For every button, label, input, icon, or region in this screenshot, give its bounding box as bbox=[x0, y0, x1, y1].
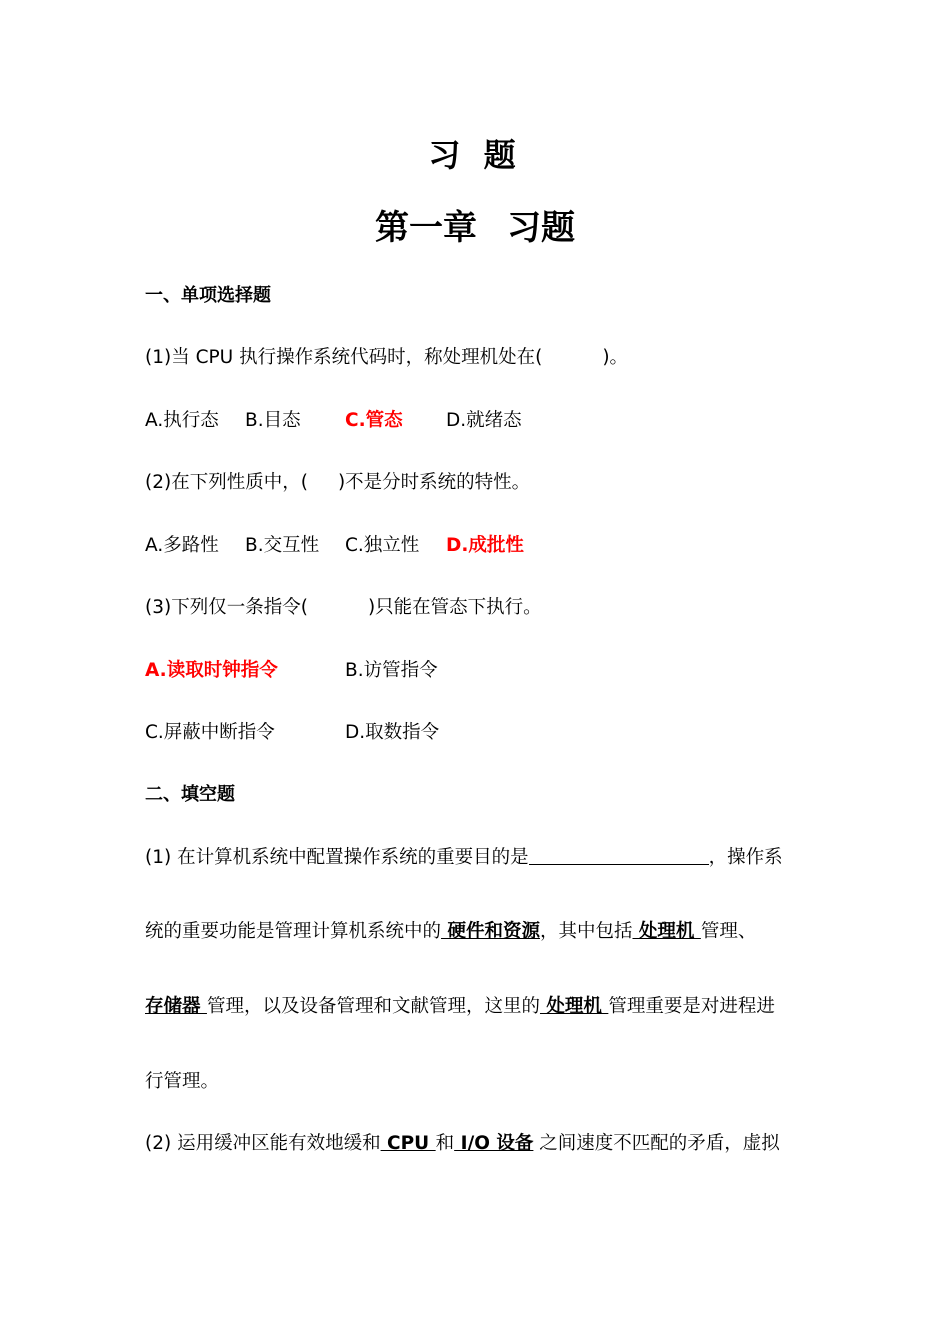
question-1-text-before: (1)当 CPU 执行操作系统代码时，称处理机处在( bbox=[145, 347, 543, 368]
question-2-option-d-answer: D.成批性 bbox=[446, 535, 524, 556]
fill-question-1-line-4: 行管理。 bbox=[145, 1071, 220, 1092]
fill-question-1-line-3 bbox=[145, 995, 775, 1019]
question-3-option-c: C.屏蔽中断指令 bbox=[145, 722, 275, 743]
fill-question-1-line-1 bbox=[145, 846, 783, 870]
question-2-option-c: C.独立性 bbox=[345, 535, 420, 556]
fill-q1-answer-processor: 处理机 bbox=[632, 921, 701, 942]
question-1-text-after: )。 bbox=[602, 347, 629, 368]
fill-q1-line2-text-c: 管理、 bbox=[700, 921, 757, 942]
chapter-title-number: 第一章 bbox=[375, 208, 477, 248]
fill-q1-text-b: ，操作系 bbox=[708, 847, 783, 868]
question-3-option-d: D.取数指令 bbox=[345, 722, 440, 743]
fill-q1-line2-text-b: ，其中包括 bbox=[539, 921, 633, 942]
question-3-stem bbox=[145, 596, 542, 620]
fill-q2-text-c: 之间速度不匹配的矛盾，虚拟 bbox=[533, 1133, 780, 1154]
fill-q1-empty-blank bbox=[529, 846, 709, 865]
fill-question-2-line-1 bbox=[145, 1132, 780, 1156]
question-3-text-after: )只能在管态下执行。 bbox=[367, 597, 542, 618]
section-heading-fill-blank: 二、填空题 bbox=[145, 784, 235, 805]
fill-q2-text-b: 和 bbox=[435, 1133, 455, 1154]
question-2-text-after: )不是分时系统的特性。 bbox=[337, 472, 531, 493]
question-3-text-before: (3)下列仅一条指令( bbox=[145, 597, 308, 618]
question-1-stem bbox=[145, 346, 628, 370]
fill-q1-text-a: (1) 在计算机系统中配置操作系统的重要目的是 bbox=[145, 847, 529, 868]
fill-question-1-line-2 bbox=[145, 920, 756, 944]
question-1-option-b: B.目态 bbox=[245, 410, 301, 431]
question-2-option-a: A.多路性 bbox=[145, 535, 219, 556]
fill-q1-answer-hardware-resources: 硬件和资源 bbox=[441, 921, 540, 942]
fill-q1-line3-text-b: 管理重要是对进程进 bbox=[608, 996, 775, 1017]
document-title: 习 题 bbox=[428, 136, 522, 174]
fill-q2-answer-cpu: CPU bbox=[380, 1133, 436, 1154]
question-2-text-before: (2)在下列性质中，( bbox=[145, 472, 308, 493]
fill-q1-line3-text-a: 管理，以及设备管理和文献管理，这里的 bbox=[206, 996, 540, 1017]
question-3-option-b: B.访管指令 bbox=[345, 660, 438, 681]
question-1-option-d: D.就绪态 bbox=[446, 410, 522, 431]
fill-q1-line2-text-a: 统的重要功能是管理计算机系统中的 bbox=[145, 921, 442, 942]
fill-q1-answer-memory: 存储器 bbox=[145, 996, 207, 1017]
fill-q2-text-a: (2) 运用缓冲区能有效地缓和 bbox=[145, 1133, 381, 1154]
fill-q1-answer-processor-2: 处理机 bbox=[539, 996, 609, 1017]
chapter-title bbox=[0, 200, 950, 249]
question-1-option-c-answer: C.管态 bbox=[345, 410, 403, 431]
question-3-option-a-answer: A.读取时钟指令 bbox=[145, 660, 278, 681]
section-heading-choice: 一、单项选择题 bbox=[145, 285, 271, 306]
question-2-stem bbox=[145, 471, 530, 495]
question-1-option-a: A.执行态 bbox=[145, 410, 219, 431]
fill-q2-answer-io-device: I/O 设备 bbox=[454, 1133, 534, 1154]
question-2-option-b: B.交互性 bbox=[245, 535, 320, 556]
chapter-title-label: 习题 bbox=[507, 208, 575, 248]
